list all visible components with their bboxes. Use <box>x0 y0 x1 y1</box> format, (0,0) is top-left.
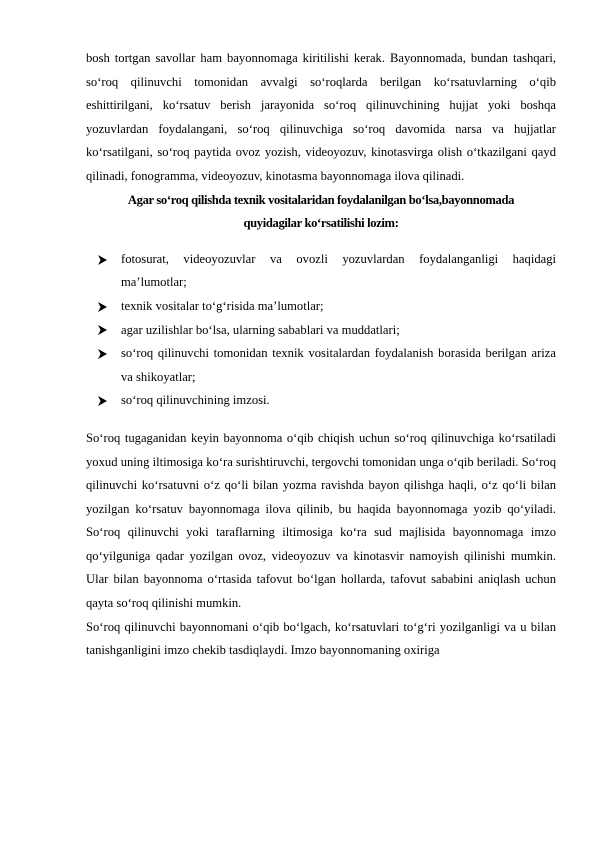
list-item <box>86 342 556 389</box>
requirements-list <box>86 248 556 413</box>
paragraph-2: So‘roq tugaganidan keyin bayonnoma o‘qib chiqish uchun so‘roq qilinuvchiga ko‘rsatiladi yoxud uning iltimosiga ko‘ra surishtiruvchi, tergovchi tomonidan unga o‘qib beriladi. So‘roq qilinuvchi ko‘rsatuvni o‘z qo‘li bilan yozma ravishda bayon qilishga haqli, o‘z qo‘li bilan yozilgan ko‘rsatuv bayonnomaga ilova qilinib, bu haqida bayonnomaga yozib qo‘yiladi. So‘roq qilinuvchi yoki taraflarning iltimosiga ko‘ra sud majlisida bayonnomaga imzo qo‘yilguniga qadar yozilgan ovoz, videoyozuv va kinotasvir namoyish qilinishi mumkin. Ular bilan bayonnoma o‘rtasida tafovut bo‘lgan hollarda, tafovut sababini aniqlash uchun qayta so‘roq qilinishi mumkin. <box>86 430 556 611</box>
list-item <box>86 248 556 295</box>
list-item-text: fotosurat, videoyozuvlar va ovozli yozuvlardan foydalanganligi haqidagi ma’lumotlar; <box>121 251 556 290</box>
list-item <box>86 295 556 319</box>
list-item <box>86 319 556 343</box>
paragraph-3: So‘roq qilinuvchi bayonnomani o‘qib bo‘lgach, ko‘rsatuvlari to‘g‘ri yozilganligi va u bilan tanishganligini imzo chekib tasdiqlaydi. Imzo bayonnomaning oxiriga <box>86 619 556 658</box>
list-item <box>86 389 556 413</box>
arrowhead-bullet-icon <box>98 342 112 366</box>
paragraph-1: bosh tortgan savollar ham bayonnomaga kiritilishi kerak. Bayonnomada, bundan tashqari, so‘roq qilinuvchi tomonidan avvalgi so‘roqlarda berilgan ko‘rsatuvlarning o‘qib eshittirilgani, ko‘rsatuv berish jarayonida so‘roq qilinuvchining hujjat yoki boshqa yozuvlardan foydalangani, so‘roq qilinuvchiga so‘roq davomida narsa va hujjatlar ko‘rsatilgani, so‘roq paytida ovoz yozish, videoyozuv, kinotasvirga olish o‘tkazilgani qayd qilinadi, fonogramma, videoyozuv, kinotasma bayonnomaga ilova qilinadi. <box>86 51 556 183</box>
list-item-text: agar uzilishlar bo‘lsa, ularning sabablari va muddatlari; <box>121 322 400 337</box>
list-item-text: so‘roq qilinuvchi tomonidan texnik vositalardan foydalanish borasida berilgan ariza va shikoyatlar; <box>121 346 556 384</box>
arrowhead-bullet-icon <box>98 295 112 319</box>
heading-line-1: Agar so‘roq qilishda texnik vositalaridan foydalanilgan bo‘lsa,bayonnomada <box>127 192 515 207</box>
document-page <box>86 47 556 663</box>
section-heading <box>86 189 556 236</box>
arrowhead-bullet-icon <box>98 389 112 413</box>
list-item-text: so‘roq qilinuvchining imzosi. <box>121 393 270 408</box>
list-item-text: texnik vositalar to‘g‘risida ma’lumotlar; <box>121 298 324 313</box>
heading-line-2: quyidagilar ko‘rsatilishi lozim: <box>243 216 399 231</box>
arrowhead-bullet-icon <box>98 248 112 272</box>
arrowhead-bullet-icon <box>98 319 112 343</box>
